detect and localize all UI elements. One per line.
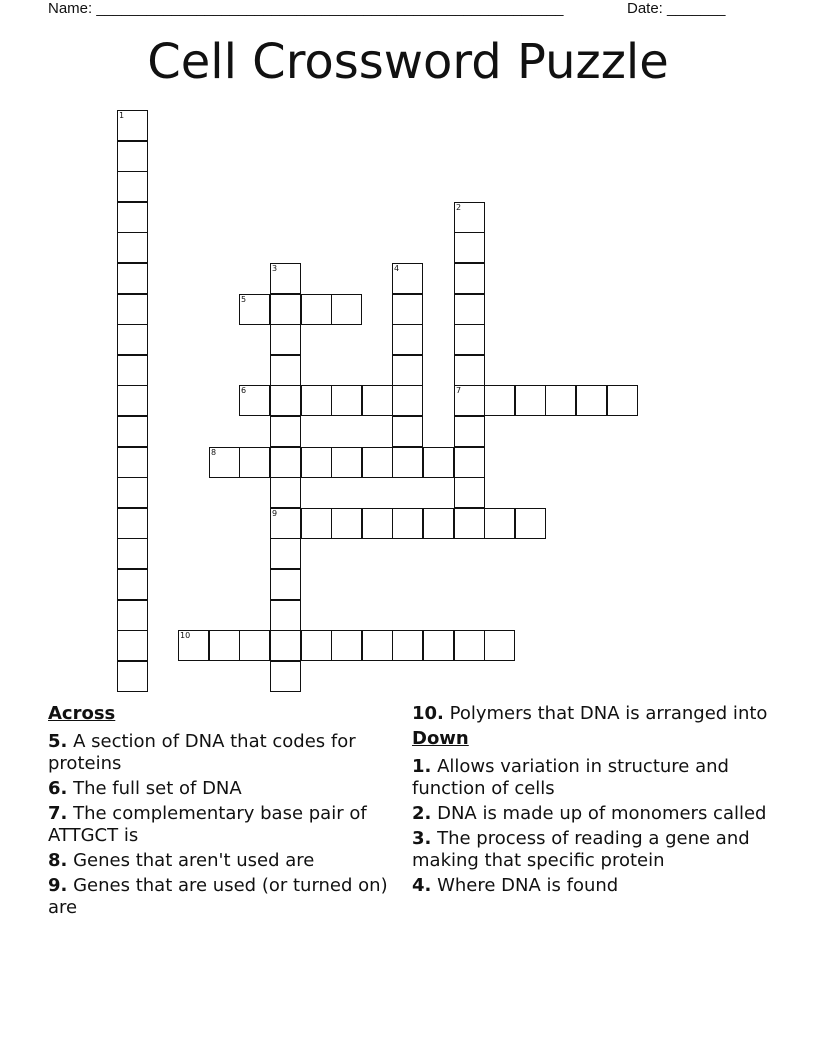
grid-cell[interactable] [392, 447, 423, 478]
grid-cell[interactable] [117, 110, 148, 141]
clues-right-column [412, 703, 772, 900]
grid-cell[interactable] [117, 171, 148, 202]
grid-cell[interactable] [454, 202, 485, 233]
grid-cell[interactable] [117, 385, 148, 416]
grid-cell[interactable] [484, 630, 515, 661]
clue-text: Polymers that DNA is arranged into [443, 703, 768, 724]
grid-cell[interactable] [484, 508, 515, 539]
grid-cell[interactable] [301, 294, 332, 325]
grid-cell[interactable] [392, 508, 423, 539]
clue-number-label: 2 [456, 203, 462, 212]
name-field: Name: ________________________________________________________ [48, 0, 564, 17]
grid-cell[interactable] [301, 447, 332, 478]
grid-cell[interactable] [423, 508, 454, 539]
clue-number: 10. [412, 703, 444, 724]
grid-cell[interactable] [117, 355, 148, 386]
clue-text: Where DNA is found [431, 875, 619, 896]
grid-cell[interactable] [117, 416, 148, 447]
grid-cell[interactable] [239, 447, 270, 478]
clue-across-8 [48, 850, 393, 872]
clue-down-4 [412, 875, 772, 897]
grid-cell[interactable] [392, 294, 423, 325]
clue-across-7 [48, 803, 393, 847]
grid-cell[interactable] [423, 447, 454, 478]
across-heading: Across [48, 703, 116, 724]
grid-cell[interactable] [484, 385, 515, 416]
clue-text: Genes that aren't used are [67, 850, 315, 871]
clue-text: The process of reading a gene and making that specific protein [412, 828, 750, 871]
clue-number: 9. [48, 875, 68, 896]
grid-cell[interactable] [454, 324, 485, 355]
grid-cell[interactable] [392, 385, 423, 416]
grid-cell[interactable] [331, 294, 362, 325]
grid-cell[interactable] [178, 630, 209, 661]
clue-number-label: 8 [211, 448, 217, 457]
clue-across-5 [48, 731, 393, 775]
clue-across-10 [412, 703, 772, 725]
grid-cell[interactable] [117, 447, 148, 478]
grid-cell[interactable] [515, 508, 546, 539]
clue-number-label: 1 [119, 111, 125, 120]
clue-text: Genes that are used (or turned on) are [48, 875, 388, 918]
grid-cell[interactable] [362, 508, 393, 539]
grid-cell[interactable] [362, 447, 393, 478]
clue-text: The full set of DNA [67, 778, 242, 799]
clue-number-label: 10 [180, 631, 191, 640]
grid-cell[interactable] [117, 232, 148, 263]
clue-number-label: 3 [272, 264, 278, 273]
grid-cell[interactable] [454, 294, 485, 325]
grid-cell[interactable] [239, 385, 270, 416]
grid-cell[interactable] [117, 630, 148, 661]
grid-cell[interactable] [576, 385, 607, 416]
grid-cell[interactable] [270, 569, 301, 600]
grid-cell[interactable] [331, 385, 362, 416]
clue-number: 1. [412, 756, 432, 777]
clue-text: DNA is made up of monomers called [431, 803, 767, 824]
grid-cell[interactable] [270, 385, 301, 416]
grid-cell[interactable] [270, 263, 301, 294]
grid-cell[interactable] [117, 263, 148, 294]
grid-cell[interactable] [454, 232, 485, 263]
grid-cell[interactable] [392, 355, 423, 386]
grid-cell[interactable] [392, 324, 423, 355]
grid-cell[interactable] [454, 385, 485, 416]
grid-cell[interactable] [607, 385, 638, 416]
grid-cell[interactable] [515, 385, 546, 416]
clue-number: 8. [48, 850, 68, 871]
clue-number: 7. [48, 803, 68, 824]
grid-cell[interactable] [270, 538, 301, 569]
grid-cell[interactable] [423, 630, 454, 661]
grid-cell[interactable] [117, 294, 148, 325]
grid-cell[interactable] [270, 294, 301, 325]
clue-across-9 [48, 875, 393, 919]
grid-cell[interactable] [270, 477, 301, 508]
down-heading: Down [412, 728, 469, 749]
grid-cell[interactable] [545, 385, 576, 416]
grid-cell[interactable] [454, 263, 485, 294]
grid-cell[interactable] [454, 508, 485, 539]
grid-cell[interactable] [209, 630, 240, 661]
clue-number: 3. [412, 828, 432, 849]
grid-cell[interactable] [392, 263, 423, 294]
grid-cell[interactable] [454, 630, 485, 661]
clue-text: A section of DNA that codes for proteins [48, 731, 356, 774]
grid-cell[interactable] [239, 294, 270, 325]
clue-across-6 [48, 778, 393, 800]
grid-cell[interactable] [362, 385, 393, 416]
grid-cell[interactable] [117, 661, 148, 692]
clue-down-1 [412, 756, 772, 800]
clue-number-label: 4 [394, 264, 400, 273]
grid-cell[interactable] [454, 477, 485, 508]
clue-number: 5. [48, 731, 68, 752]
clue-number: 2. [412, 803, 432, 824]
grid-cell[interactable] [270, 324, 301, 355]
grid-cell[interactable] [117, 538, 148, 569]
grid-cell[interactable] [454, 355, 485, 386]
grid-cell[interactable] [239, 630, 270, 661]
grid-cell[interactable] [270, 661, 301, 692]
date-field: Date: _______ [627, 0, 726, 17]
grid-cell[interactable] [301, 630, 332, 661]
grid-cell[interactable] [454, 416, 485, 447]
clue-number-label: 7 [456, 386, 462, 395]
grid-cell[interactable] [117, 569, 148, 600]
grid-cell[interactable] [117, 324, 148, 355]
grid-cell[interactable] [270, 355, 301, 386]
grid-cell[interactable] [331, 630, 362, 661]
puzzle-title: Cell Crossword Puzzle [147, 34, 669, 90]
grid-cell[interactable] [117, 141, 148, 172]
grid-cell[interactable] [454, 447, 485, 478]
grid-cell[interactable] [270, 600, 301, 631]
clue-down-3 [412, 828, 772, 872]
grid-cell[interactable] [209, 447, 240, 478]
clue-number-label: 9 [272, 509, 278, 518]
clue-down-2 [412, 803, 772, 825]
grid-cell[interactable] [270, 447, 301, 478]
grid-cell[interactable] [301, 508, 332, 539]
clue-number-label: 5 [241, 295, 247, 304]
grid-cell[interactable] [392, 630, 423, 661]
grid-cell[interactable] [117, 600, 148, 631]
clue-number: 4. [412, 875, 432, 896]
grid-cell[interactable] [270, 508, 301, 539]
grid-cell[interactable] [301, 385, 332, 416]
grid-cell[interactable] [117, 477, 148, 508]
grid-cell[interactable] [270, 630, 301, 661]
grid-cell[interactable] [331, 447, 362, 478]
grid-cell[interactable] [331, 508, 362, 539]
clue-text: Allows variation in structure and function of cells [412, 756, 729, 799]
clue-number: 6. [48, 778, 68, 799]
grid-cell[interactable] [362, 630, 393, 661]
grid-cell[interactable] [270, 416, 301, 447]
clue-number-label: 6 [241, 386, 247, 395]
grid-cell[interactable] [117, 202, 148, 233]
clues-left-column [48, 703, 393, 922]
grid-cell[interactable] [392, 416, 423, 447]
grid-cell[interactable] [117, 508, 148, 539]
clue-text: The complementary base pair of ATTGCT is [48, 803, 367, 846]
